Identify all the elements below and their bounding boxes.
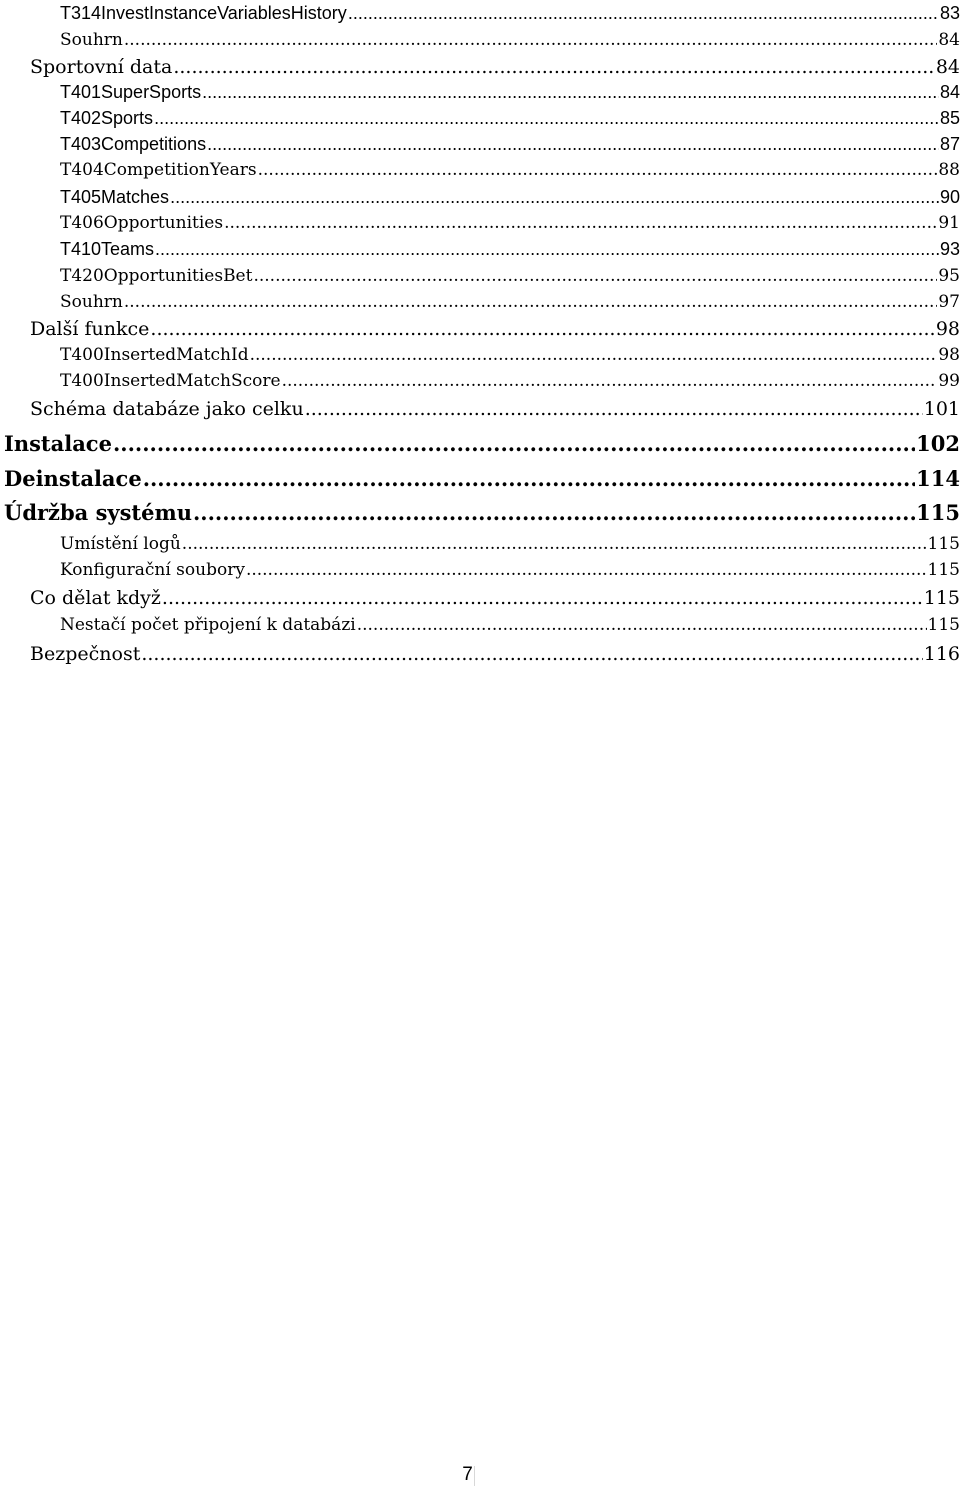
toc-entry-title: Nestačí počet připojení k databázi (60, 615, 356, 635)
toc-entry-title: Deinstalace (4, 466, 142, 491)
toc-leader-dots (150, 315, 934, 343)
toc-leader-dots (124, 290, 938, 314)
toc-entry-title: T400InsertedMatchScore (60, 371, 281, 391)
toc-entry-page: 84 (938, 30, 960, 50)
toc-entry (60, 80, 960, 104)
toc-entry (30, 584, 960, 612)
toc-entry-page: 83 (939, 3, 960, 23)
toc-entry-page: 114 (916, 466, 960, 491)
toc-entry-page: 95 (938, 266, 960, 286)
toc-entry-title: T402Sports (60, 108, 154, 128)
toc-leader-dots (250, 343, 938, 367)
toc-entry-page: 99 (938, 371, 960, 391)
toc-entry-title: Další funkce (30, 318, 150, 340)
toc-entry (30, 640, 960, 668)
toc-entry-page: 85 (939, 108, 960, 128)
toc-entry-title: Instalace (4, 431, 112, 456)
toc-leader-dots (162, 584, 923, 612)
toc-entry-page: 90 (939, 187, 960, 207)
toc-entry (60, 613, 960, 637)
toc-entry-page: 93 (939, 239, 960, 259)
toc-entry-title: T405Matches (60, 187, 170, 207)
toc-entry-page: 97 (938, 292, 960, 312)
toc-leader-dots (253, 264, 937, 288)
toc-entry-title: Co dělat když (30, 587, 161, 609)
toc-entry-page: 88 (938, 160, 960, 180)
toc-entry-page: 98 (935, 318, 960, 340)
toc-entry-title: Souhrn (60, 292, 123, 312)
toc-leader-dots (173, 53, 934, 81)
toc-leader-dots (143, 463, 915, 495)
toc-entry-title: T410Teams (60, 239, 155, 259)
toc-entry-page: 84 (935, 56, 960, 78)
toc-leader-dots (155, 237, 939, 261)
toc-leader-dots (170, 185, 939, 209)
toc-entry-title: T401SuperSports (60, 82, 202, 102)
toc-entry (60, 264, 960, 288)
toc-entry (60, 106, 960, 130)
toc-entry-page: 115 (927, 615, 960, 635)
toc-entry-page: 98 (938, 345, 960, 365)
toc-entry-page: 116 (923, 643, 960, 665)
toc-entry-page: 115 (927, 534, 960, 554)
toc-entry-title: Umístění logů (60, 534, 181, 554)
toc-entry-page: 115 (923, 587, 960, 609)
toc-leader-dots (357, 613, 927, 637)
toc-entry (30, 53, 960, 81)
toc-leader-dots (305, 395, 923, 423)
toc-entry-page: 84 (939, 82, 960, 102)
toc-entry (60, 28, 960, 52)
page-number: 7 (462, 1464, 473, 1485)
toc-entry-page: 91 (938, 213, 960, 233)
toc-entry (60, 211, 960, 235)
toc-entry-title: Schéma databáze jako celku (30, 398, 304, 420)
text-cursor-mark (474, 1466, 475, 1486)
toc-entry-title: Sportovní data (30, 56, 173, 78)
toc-entry (60, 185, 960, 209)
toc-entry (60, 369, 960, 393)
toc-leader-dots (282, 369, 938, 393)
toc-leader-dots (348, 1, 939, 25)
toc-entry-page: 87 (939, 134, 960, 154)
toc-entry-title: Bezpečnost (30, 643, 141, 665)
toc-entry-title: T406Opportunities (60, 213, 224, 233)
toc-leader-dots (207, 132, 939, 156)
toc-entry-page: 115 (916, 500, 960, 525)
toc-entry (30, 395, 960, 423)
toc-leader-dots (224, 211, 937, 235)
toc-entry (60, 237, 960, 261)
toc-entry (4, 428, 960, 460)
toc-leader-dots (202, 80, 939, 104)
toc-entry-title: T403Competitions (60, 134, 207, 154)
toc-entry-page: 101 (923, 398, 960, 420)
toc-entry-title: T400InsertedMatchId (60, 345, 249, 365)
toc-leader-dots (182, 532, 927, 556)
toc-entry (4, 497, 960, 529)
toc-leader-dots (154, 106, 939, 130)
toc-entry-title: Konfigurační soubory (60, 560, 245, 580)
toc-entry (60, 290, 960, 314)
toc-entry-title: T420OpportunitiesBet (60, 266, 253, 286)
toc-entry (30, 315, 960, 343)
toc-entry-title: Údržba systému (4, 500, 192, 525)
toc-entry (60, 532, 960, 556)
toc-leader-dots (258, 158, 938, 182)
toc-entry (60, 343, 960, 367)
toc-entry-title: T404CompetitionYears (60, 160, 257, 180)
toc-leader-dots (113, 428, 915, 460)
toc-entry-title: Souhrn (60, 30, 123, 50)
toc-entry (60, 558, 960, 582)
toc-leader-dots (141, 640, 922, 668)
toc-entry-page: 102 (916, 431, 960, 456)
toc-entry (60, 132, 960, 156)
toc-entry-page: 115 (927, 560, 960, 580)
toc-entry (60, 1, 960, 25)
toc-leader-dots (246, 558, 927, 582)
toc-leader-dots (193, 497, 915, 529)
toc-entry (60, 158, 960, 182)
toc-leader-dots (124, 28, 938, 52)
toc-entry (4, 463, 960, 495)
toc-entry-title: T314InvestInstanceVariablesHistory (60, 3, 347, 23)
